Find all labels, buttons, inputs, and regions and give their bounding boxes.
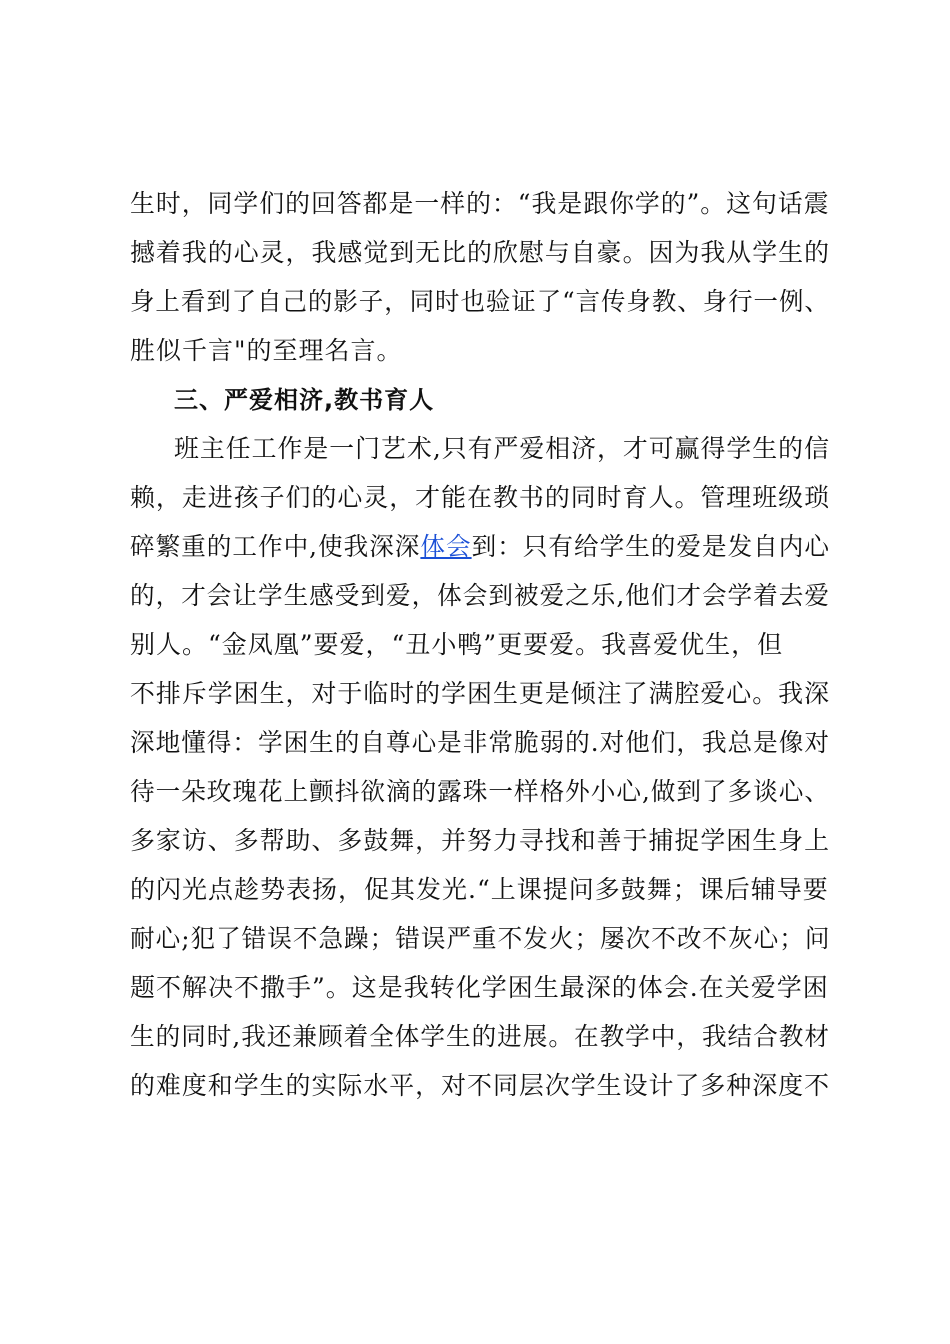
paragraph-2-line-5: 别人。“金凤凰”要爱，“丑小鸭”更要爱。我喜爱优生，但	[130, 630, 784, 659]
paragraph-2-line-10: 的闪光点趁势表扬，促其发光.“上课提问多鼓舞；课后辅导要	[130, 875, 829, 904]
line-3-text-before: 碎繁重的工作中,使我深深	[130, 532, 421, 561]
paragraph-2-line-8: 待一朵玫瑰花上颤抖欲滴的露珠一样格外小心,做到了多谈心、	[130, 777, 830, 806]
paragraph-2-line-1: 班主任工作是一门艺术,只有严爱相济，才可赢得学生的信	[174, 434, 830, 463]
section-heading: 三、严爱相济,教书育人	[174, 386, 435, 414]
tihui-link[interactable]: 体会	[420, 532, 472, 561]
paragraph-1-line-2: 撼着我的心灵，我感觉到无比的欣慰与自豪。因为我从学生的	[130, 238, 831, 267]
paragraph-1-line-3: 身上看到了自己的影子，同时也验证了“言传身教、身行一例、	[130, 287, 830, 316]
paragraph-2-line-2: 赖，走进孩子们的心灵，才能在教书的同时育人。管理班级琐	[130, 483, 831, 512]
paragraph-2-line-6: 不排斥学困生，对于临时的学困生更是倾注了满腔爱心。我深	[130, 679, 831, 708]
paragraph-1-line-4: 胜似千言"的至理名言。	[130, 336, 403, 365]
paragraph-2-line-12: 题不解决不撒手”。这是我转化学困生最深的体会.在关爱学困	[130, 973, 829, 1002]
document-body	[130, 184, 830, 1114]
paragraph-2-line-14: 的难度和学生的实际水平，对不同层次学生设计了多种深度不	[130, 1071, 831, 1100]
paragraph-2-line-13: 生的同时,我还兼顾着全体学生的进展。在教学中，我结合教材	[130, 1022, 830, 1051]
paragraph-2-line-7: 深地懂得：学困生的自尊心是非常脆弱的.对他们，我总是像对	[130, 728, 830, 757]
paragraph-2-line-3	[130, 527, 830, 567]
line-3-text-after: 到：只有给学生的爱是发自内心	[471, 532, 830, 561]
paragraph-2-line-4: 的，才会让学生感受到爱，体会到被爱之乐,他们才会学着去爱	[130, 581, 830, 610]
paragraph-1-line-1: 生时，同学们的回答都是一样的：“我是跟你学的”。这句话震	[130, 189, 830, 218]
paragraph-2-line-9: 多家访、多帮助、多鼓舞，并努力寻找和善于捕捉学困生身上	[130, 826, 831, 855]
paragraph-2-line-11: 耐心;犯了错误不急躁；错误严重不发火；屡次不改不灰心；问	[130, 924, 831, 953]
